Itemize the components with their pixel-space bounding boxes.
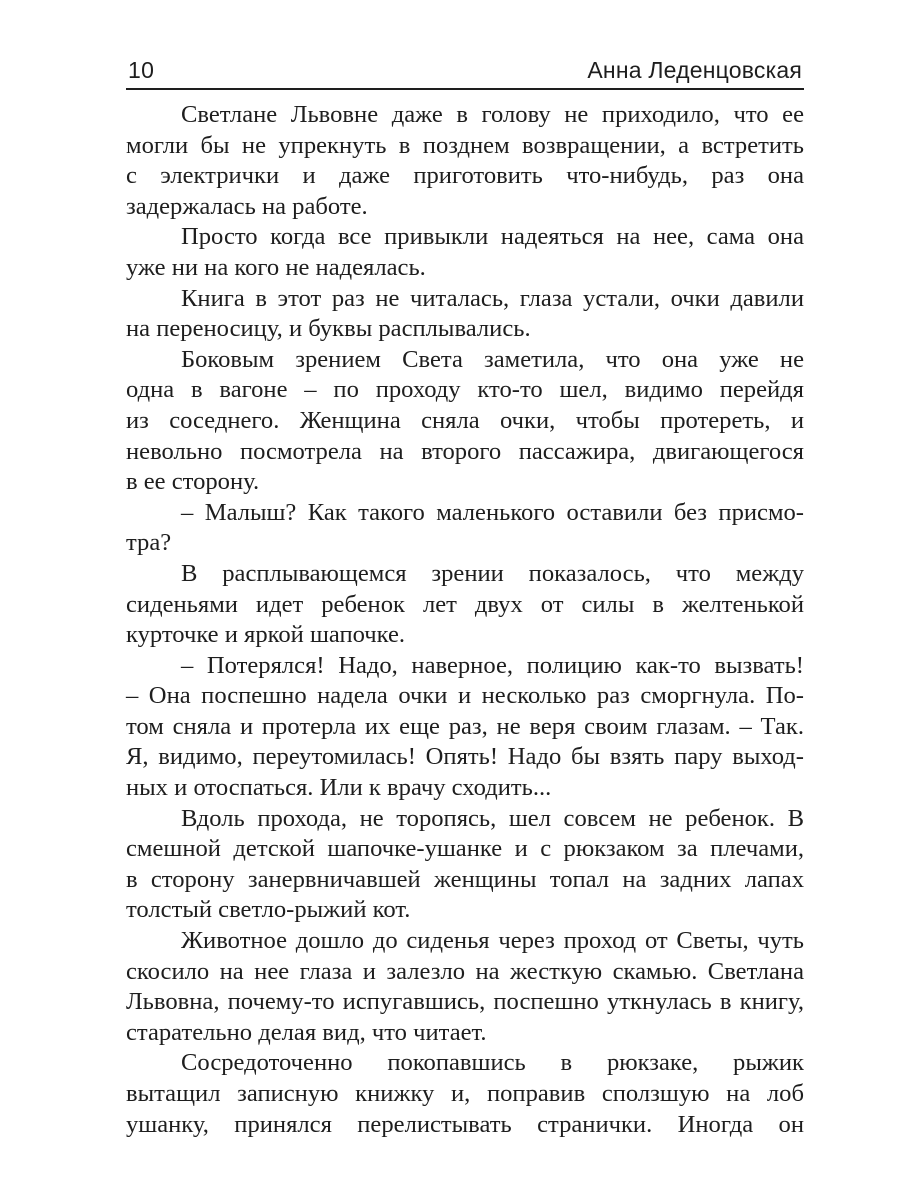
text-line: том сняла и протерла их еще раз, не веря своим глазам. – Так. [126,712,804,740]
text-line: старательно делая вид, что читает. [126,1018,487,1046]
text-line: одна в вагоне – по проходу кто-то шел, видимо перейдя [126,376,804,404]
text-line: Просто когда все привыкли надеяться на нее, сама она [181,223,804,251]
text-line: скосило на нее глаза и залезло на жесткую скамью. Светлана [126,957,804,985]
text-line: могли бы не упрекнуть в позднем возвращении, а встретить [126,131,804,159]
text-line: Сосредоточенно покопавшись в рюкзаке, рыжик [181,1049,804,1077]
text-line: Львовна, почему-то испугавшись, поспешно уткнулась в книгу, [126,988,804,1016]
running-head-author: Анна Леденцовская [587,57,802,83]
text-line: смешной детской шапочке-ушанке и с рюкзаком за плечами, [126,835,804,863]
text-line: ушанку, принялся перелистывать странички. Иногда он [126,1110,804,1138]
text-line: В расплывающемся зрении показалось, что между [181,559,804,587]
text-line: Книга в этот раз не читалась, глаза устали, очки давили [181,284,804,312]
text-line: – Она поспешно надела очки и несколько раз сморгнула. По- [126,682,804,710]
text-line: на переносицу, и буквы расплывались. [126,315,531,343]
text-line: Вдоль прохода, не торопясь, шел совсем не ребенок. В [181,804,804,832]
text-line: Боковым зрением Света заметила, что она уже не [181,345,804,373]
text-line: сиденьями идет ребенок лет двух от силы в желтенькой [126,590,804,618]
text-line: – Потерялся! Надо, наверное, полицию как-то вызвать! [181,651,804,679]
text-line: тра? [126,529,172,557]
text-line: Животное дошло до сиденья через проход от Светы, чуть [181,927,804,955]
text-line: вытащил записную книжку и, поправив сползшую на лоб [126,1080,804,1107]
text-line: толстый светло-рыжий кот. [126,896,411,924]
text-line: Я, видимо, переутомилась! Опять! Надо бы взять пару выход- [126,743,804,771]
text-line: с электрички и даже приготовить что-нибудь, раз она [126,162,804,190]
text-line: ных и отоспаться. Или к врачу сходить... [126,774,552,802]
book-page [126,52,804,1140]
text-line: в сторону занервничавшей женщины топал на задних лапах [126,865,804,893]
text-line: в ее сторону. [126,468,260,496]
text-line: из соседнего. Женщина сняла очки, чтобы протереть, и [126,406,804,434]
text-line: – Малыш? Как такого маленького оставили без присмо- [181,498,804,526]
page-number: 10 [128,57,155,83]
text-line: задержалась на работе. [126,192,368,220]
body-text [126,100,804,1140]
text-line: невольно посмотрела на второго пассажира, двигающегося [126,437,804,465]
text-line: уже ни на кого не надеялась. [126,253,426,281]
text-line: курточке и яркой шапочке. [126,621,406,649]
text-line: Светлане Львовне даже в голову не приходило, что ее [181,101,804,128]
page-header [126,52,804,90]
